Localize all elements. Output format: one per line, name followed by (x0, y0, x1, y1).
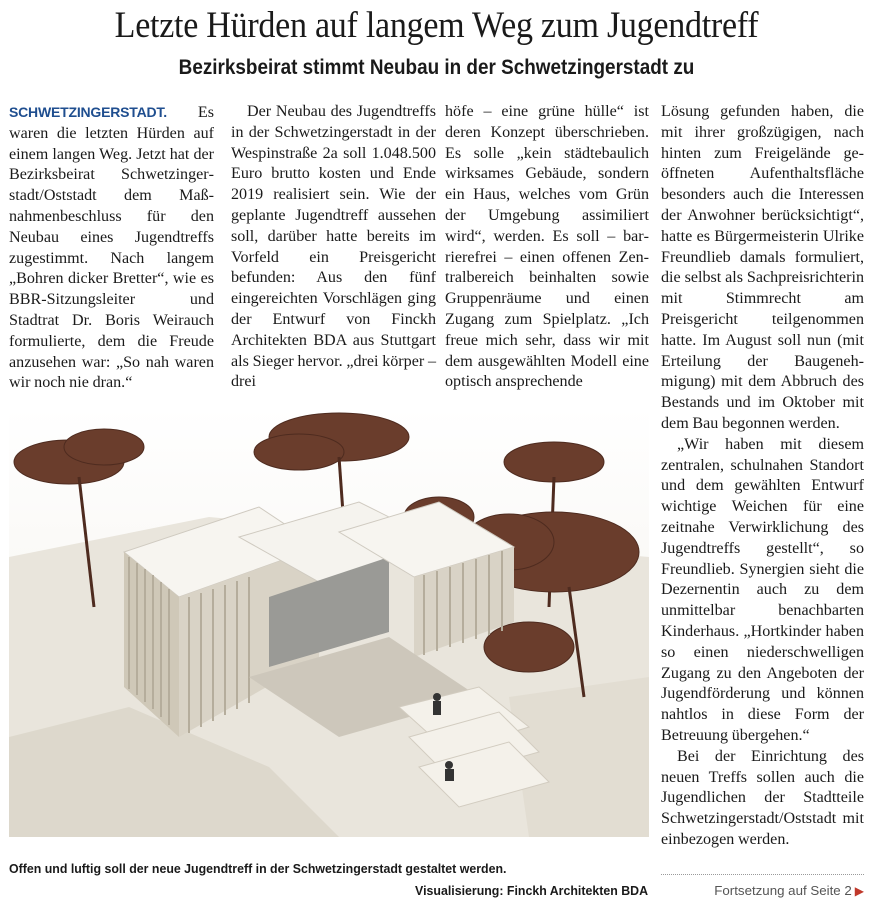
dateline: SCHWETZINGERSTADT. (9, 104, 167, 120)
paragraph-2: Der Neubau des Jugendtreffs in der Schwetzingerstadt in der Wespinstraße 2a soll 1.048.500 Euro brutto kosten und Ende 2019 realisiert sein. Wie der geplante Jugendtreff aussehen soll, darüber hatte bereits im Vorfeld ein Preisgericht befunden: Aus den fünf eingereichten Vorschlägen ging der Entwurf von Finckh Architekten BDA aus Stuttgart als Sieger hervor. „drei körper – drei (231, 103, 436, 391)
photo-caption: Offen und luftig soll der neue Jugendtreff in der Schwetzingerstadt gestaltet werden. (9, 861, 507, 876)
paragraph-5: „Wir haben mit diesem zentralen, schulnahen Standort und dem gewählten Entwurf wichtige Weichen für eine zeitnahe Verwirklichung des Jugendtreffs gestellt“, so Freundlieb. Synergien sieht die Dezernentin auch zu dem unmittelbar benachbarten Kinderhaus. „Hortkinder haben so einen niederschwelligen Zugang zu den Angeboten der Jugendförderung und können nahtlos in diese Form der Betreuung übergehen.“ (661, 435, 864, 744)
article-column-3 (445, 102, 649, 393)
continuation-link[interactable] (661, 882, 864, 900)
paragraph-1-text: Es waren die letzten Hürden auf einem langen Weg. Jetzt hat der Bezirksbeirat Schwetzingerstadt/Oststadt dem Maßnahmenbeschluss für den Neubau eines Jugendtreffs zugestimmt. Nach langem „Bohren dicker Bretter“, wie es BBR-Sitzungsleiter und Stadtrat Dr. Boris Weirauch formulierte, dem die Freude anzusehen war: „So nah waren wir noch nie dran.“ (9, 104, 214, 392)
article-column-4 (661, 102, 864, 851)
paragraph-3: höfe – eine grüne hülle“ ist deren Konzept überschrieben. Es solle „kein städtebaulich wirksames Gebäude, sondern ein Haus, welches vom Grün der Umgebung assimiliert wird“, werden. Es soll – barrierefrei – einen offenen Zentralbereich beinhalten sowie Gruppenräume und einen Zugang zum Spielplatz. „Ich freue mich sehr, dass wir mit dem ausgewählten Modell eine optisch ansprechende (445, 103, 649, 391)
subheadline: Bezirksbeirat stimmt Neubau in der Schwetzingerstadt zu (178, 56, 695, 79)
triangle-right-icon: ▶ (854, 884, 864, 898)
headline: Letzte Hürden auf langem Weg zum Jugendtreff (114, 5, 759, 46)
building-model-illustration (9, 407, 649, 837)
continuation-label: Fortsetzung auf Seite 2 (714, 883, 852, 898)
architecture-rendering-photo (9, 407, 649, 837)
paragraph-4: Lösung gefunden haben, die mit ihrer großzügigen, nach hinten zum Freigelände geöffneten Aufenthaltsfläche besonders auch die Interessen der Anwohner berücksichtigt“, hatte es Bürgermeisterin Ulrike Freundlieb damals formuliert, die selbst als Sachpreisrichterin mit Stimmrecht am Preisgericht teilgenommen hatte. Im August soll nun (mit Erteilung der Baugenehmigung) mit dem Abbruch des Bestands und im Oktober mit dem Bau begonnen werden. (661, 103, 864, 432)
article-column-1 (9, 102, 214, 394)
paragraph-6: Bei der Einrichtung des neuen Treffs sollen auch die Jugendlichen der Stadtteile Schwetzingerstadt/Oststadt mit einbezogen werden. (661, 747, 864, 848)
dotted-divider (661, 874, 864, 875)
article-column-2 (231, 102, 436, 393)
photo-credit: Visualisierung: Finckh Architekten BDA (415, 883, 648, 898)
